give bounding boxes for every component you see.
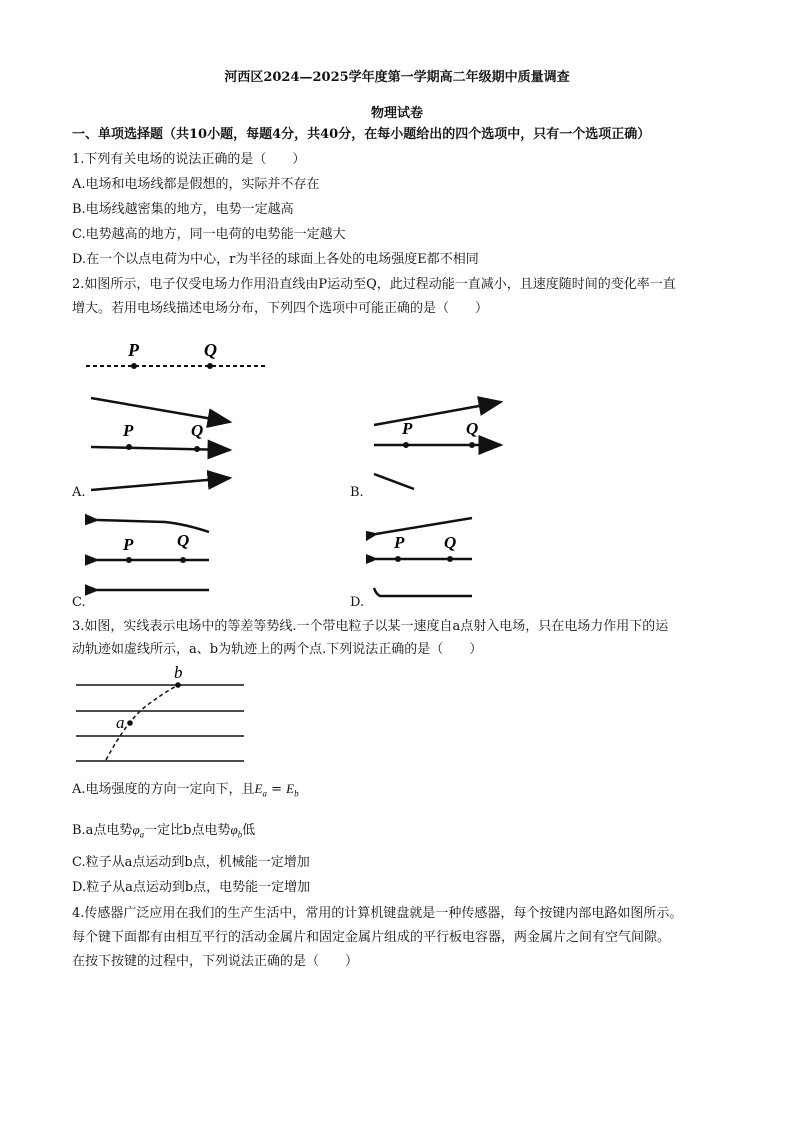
- field-line-top: [374, 402, 501, 425]
- label-b: b: [174, 664, 183, 682]
- point-p-dot: [131, 363, 137, 369]
- svg-text:P: P: [123, 421, 134, 440]
- svg-text:Q: Q: [444, 533, 457, 552]
- q2-main-figure: [80, 336, 280, 376]
- field-line-top: [376, 518, 472, 534]
- q2-option-c-label: C.: [72, 595, 86, 610]
- q3-option-a: A.电场强度的方向一定向下，且$E_a = E_b$: [72, 781, 299, 799]
- q2-option-b-label: B.: [350, 485, 364, 500]
- label-a: a: [116, 713, 125, 732]
- exam-title: 河西区2024—2025学年度第一学期高二年级期中质量调查: [224, 70, 570, 85]
- svg-text:Q: Q: [177, 531, 190, 550]
- svg-text:P: P: [123, 535, 134, 554]
- q2-stem-line1: 2.如图所示，电子仅受电场力作用沿直线由P运动至Q，此过程动能一直减小，且速度随时间的变化率一直: [72, 277, 676, 292]
- q2-stem-line2: 增大。若用电场线描述电场分布，下列四个选项中可能正确的是（ ）: [72, 301, 489, 316]
- exam-subtitle: 物理试卷: [370, 106, 423, 121]
- q4-stem-line2: 每个键下面都有由相互平行的活动金属片和固定金属片组成的平行板电容器，两金属片之间有空气间隙。: [72, 930, 671, 945]
- svg-text:Q: Q: [191, 421, 204, 440]
- section-heading: 一、单项选择题（共10小题，每题4分，共40分，在每小题给出的四个选项中，只有一个选项正确）: [72, 127, 651, 142]
- label-q: Q: [204, 340, 217, 360]
- point-q-dot: [207, 363, 213, 369]
- q1-option-b: B.电场线越密集的地方，电势一定越高: [72, 202, 294, 217]
- svg-text:Q: Q: [466, 419, 479, 438]
- q3-option-b: B.a点电势$\varphi_a$一定比b点电势$\varphi_b$低: [72, 822, 256, 840]
- field-line-middle: [91, 447, 230, 450]
- q2-figure-b: [368, 390, 518, 500]
- q1-option-c: C.电势越高的地方，同一电荷的电势能一定越大: [72, 227, 346, 242]
- label-p: P: [128, 340, 139, 360]
- q3-stem-line2: 动轨迹如虚线所示，a、b为轨迹上的两个点.下列说法正确的是（ ）: [72, 642, 483, 657]
- field-line-bottom: [374, 588, 472, 596]
- q3-stem-line1: 3.如图，实线表示电场中的等差等势线.一个带电粒子以某一速度自a点射入电场，只在电场力作用下的运: [72, 619, 669, 634]
- field-line-bottom: [374, 474, 414, 489]
- point-a-dot: [127, 720, 133, 726]
- svg-text:P: P: [402, 419, 413, 438]
- field-line-bottom: [91, 478, 230, 490]
- svg-text:P: P: [394, 533, 405, 552]
- q3-option-d: D.粒子从a点运动到b点，电势能一定增加: [72, 880, 311, 895]
- q3-option-c: C.粒子从a点运动到b点，机械能一定增加: [72, 855, 310, 870]
- q2-figure-c: [85, 510, 225, 600]
- q2-option-d-label: D.: [350, 595, 365, 610]
- q4-stem-line3: 在按下按键的过程中，下列说法正确的是（ ）: [72, 954, 359, 969]
- field-line-top: [97, 520, 209, 532]
- q2-figure-d: [366, 510, 486, 605]
- q2-option-a-label: A.: [72, 485, 86, 500]
- q3-figure: [76, 664, 248, 768]
- q1-option-a: A.电场和电场线都是假想的，实际并不存在: [72, 177, 320, 192]
- point-b-dot: [175, 682, 181, 688]
- q4-stem-line1: 4.传感器广泛应用在我们的生产生活中，常用的计算机键盘就是一种传感器，每个按键内部电路如图所示。: [72, 906, 683, 921]
- q1-stem: 1.下列有关电场的说法正确的是（ ）: [72, 152, 306, 167]
- field-line-top: [91, 398, 230, 422]
- q2-figure-a: [85, 390, 245, 500]
- q1-option-d: D.在一个以点电荷为中心，r为半径的球面上各处的电场强度E都不相同: [72, 252, 479, 267]
